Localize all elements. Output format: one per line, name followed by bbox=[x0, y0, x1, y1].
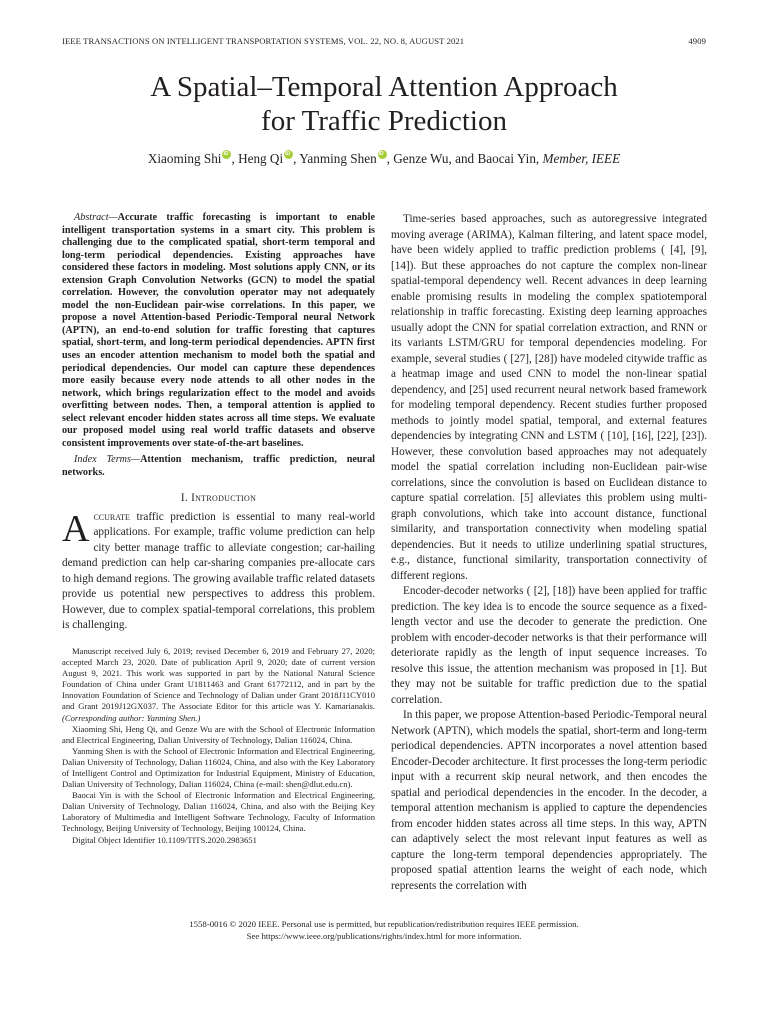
doi[interactable]: Digital Object Identifier 10.1109/TITS.2020.2983651 bbox=[72, 834, 257, 845]
abstract-label: Abstract— bbox=[74, 212, 118, 223]
abstract-text: Accurate traffic forecasting is important to enable intelligent transportation systems in a smart city. This problem is challenging due to the complicated spatial, short-term temporal and long-term periodical dependencies. Existing approaches have considered these factors in modeling. Most solutions apply CNN, or its extension Graph Convolution Networks (GCN) to model the spatial correlation. However, the convolution operator may not adequately model the non-Euclidean pair-wise correlations. In this paper, we propose a novel Attention-based Periodic-Temporal neural Network (APTN), an end-to-end solution for traffic foresting that captures spatial, short-term, and long-term periodical dependencies. APTN first uses an encoder attention mechanism to model both the spatial and periodical dependencies. Our model can capture these dependences more easily because every node attends to all other nodes in the network, which brings regularization effect to the model and avoids overfitting between nodes. Then, a temporal attention is applied to select relevant encoder hidden states across all time steps. We evaluate our proposed model using real world traffic datasets and observe consistent improvements over state-of-the-art baselines. bbox=[62, 212, 375, 449]
abstract bbox=[62, 212, 375, 450]
author-name: Heng Qi bbox=[238, 151, 284, 166]
author-list: Xiaoming ShiiD , Heng QiiD , Yanming SheniD , Genze Wu, and Baocai Yin, Member, IEEE bbox=[0, 150, 768, 167]
footnote-manuscript bbox=[62, 646, 375, 724]
footnote-affiliation: Xiaoming Shi, Heng Qi, and Genze Wu are with the School of Electronic Information and Electrical Engineering, Dalian University of Technology, Dalian 116024, China. bbox=[62, 723, 375, 745]
title-line-2: for Traffic Prediction bbox=[261, 105, 507, 137]
footnote-affiliation: Baocai Yin is with the School of Electronic Information and Electrical Engineering, Dalian University of Technology, Dalian 116024, China, and also with the Beijing Key Laboratory of Multimedia and Intelligent Software Technology, Faculty of Information Technology, Beijing University of Technology, Beijing 100124, China. bbox=[62, 790, 375, 834]
intro-text: traffic prediction is essential to many real-world applications. For example, traffic volume prediction can help city better manage traffic to alleviate congestion; car-hailing demand prediction can help car-sharing companies pre-allocate cars to high demand regions. The growing available traffic related datasets provide us potential new perspectives to address this problem. However, due to complex spatial-temporal correlations, this problem is challenging. bbox=[62, 510, 375, 632]
running-header bbox=[62, 36, 706, 46]
footnote-affiliation: Yanming Shen is with the School of Electronic Information and Electrical Engineering, Dalian University of Technology, Dalian 116024, China, and also with the Key Laboratory of Intelligent Control and Optimization for Industrial Equipment, Ministry of Education, Dalian University of Technology, Dalian 116024, China (e-mail: shen@dlut.edu.cn). bbox=[62, 745, 375, 790]
orcid-icon[interactable] bbox=[222, 150, 231, 159]
section-number: I. bbox=[180, 492, 188, 505]
author-names-rest: , Genze Wu, and Baocai Yin, bbox=[386, 151, 540, 166]
orcid-icon[interactable] bbox=[378, 150, 387, 159]
corresponding-author: (Corresponding author: Yanming Shen.) bbox=[62, 712, 201, 723]
index-terms bbox=[62, 454, 375, 479]
index-terms-text: Attention mechanism, traffic prediction, neural networks. bbox=[62, 454, 375, 478]
index-terms-label: Index Terms— bbox=[74, 454, 141, 466]
drop-cap: A bbox=[62, 507, 90, 550]
author-membership: Member, IEEE bbox=[542, 151, 621, 166]
right-column bbox=[391, 212, 707, 894]
body-paragraph: Time-series based approaches, such as autoregressive integrated moving average (ARIMA), Kalman filtering, and latent space model, have been widely applied to traffic prediction problems ( [4], [9], [14]). But these approaches do not capture the complex non-linear spatial-temporal dependency well. Recent advances in deep learning enable promising results in modeling the complex spatiotemporal relationship in traffic forecasting. Existing deep learning approaches usually adopt the CNN for spatial correlation extraction, and RNN or its variants LSTM/GRU for temporal dependencies modeling. For example, several studies ( [27], [28]) have modeled citywide traffic as a heatmap image and used CNN to model the non-linear spatial dependency, and [25] used recurrent neural network based framework for modeling temporal dependency. Recent studies further proposed methods to jointly model spatial, temporal, and external features dependencies by integrating CNN and LSTM ( [10], [16], [22], [23]). However, these convolution based approaches may not adequately model the spatial correlation including non-Euclidean pair-wise correlations, since the convolution is based on Euclidean distance to capture spatial correlation. [5] alleviates this problem using multi-graph convolutions, which take into account distance, functional similarity, and transportation connectivity when modeling spatial dependencies. But it needs to utilize underlining spatial structures, e.g., distance, functional similarity, transportation connectivity of different regions. bbox=[391, 213, 707, 582]
orcid-icon[interactable] bbox=[284, 150, 293, 159]
body-paragraph: Encoder-decoder networks ( [2], [18]) have been applied for traffic prediction. The key idea is to encode the source sequence as a fixed-length vector and use the decoder to generate the prediction. One problem with encoder-decoder networks is that their performance will deteriorate rapidly as the length of input sequence increases. To resolve this issue, the attention mechanism was proposed in [1]. But they may not be suitable for traffic prediction due to the spatial correlation. bbox=[391, 585, 707, 706]
copyright-notice bbox=[0, 919, 768, 942]
lead-word: ccurate bbox=[93, 510, 130, 523]
section-heading bbox=[62, 491, 375, 507]
copyright-line: 1558-0016 © 2020 IEEE. Personal use is permitted, but republication/redistribution requires IEEE permission. bbox=[189, 919, 579, 929]
paper-title bbox=[0, 70, 768, 138]
copyright-link-line[interactable]: See https://www.ieee.org/publications/rights/index.html for more information. bbox=[246, 930, 522, 941]
footnote bbox=[62, 646, 375, 846]
footnote-manuscript-text: Manuscript received July 6, 2019; revised December 6, 2019 and February 27, 2020; accepted March 23, 2020. Date of publication April 9, 2020; date of current version August 9, 2021. This work was supported in part by the National Natural Science Foundation of China under Grant U1811463 and Grant 61772112, and in part by the Innovation Foundation of Science and Technology of Dalian under Grant 2018J11CY010 and Grant 2019J12GX037. The Associate Editor for this article was Y. Kamarianakis. bbox=[62, 645, 375, 712]
journal-name: IEEE TRANSACTIONS ON INTELLIGENT TRANSPORTATION SYSTEMS, VOL. 22, NO. 8, AUGUST 2021 bbox=[62, 36, 465, 46]
section-title: Introduction bbox=[191, 492, 257, 505]
body-paragraph: In this paper, we propose Attention-based Periodic-Temporal neural Network (APTN), which models the spatial, short-term and long-term periodical dependencies. APTN incorporates a novel attention based Encoder-Decoder architecture. It first processes the long-term periodic input with a recurrent skip neural network, and then encodes the spatial and periodical dependencies in the encoder. In the decoder, a temporal attention mechanism is applied to capture the dependencies from encoder hidden states across all time steps. In this way, APTN can adaptively select the most relevant input features as well as capture the long-term temporal dependencies appropriately. The proposed spatial attention learns the weight of each node, which represents the correlation with bbox=[391, 709, 707, 892]
page-number: 4909 bbox=[688, 36, 706, 46]
intro-paragraph bbox=[62, 507, 375, 634]
left-column bbox=[62, 212, 375, 846]
title-line-1: A Spatial–Temporal Attention Approach bbox=[150, 71, 618, 103]
author-name: Yanming Shen bbox=[299, 151, 377, 166]
author-name: Xiaoming Shi bbox=[147, 151, 222, 166]
